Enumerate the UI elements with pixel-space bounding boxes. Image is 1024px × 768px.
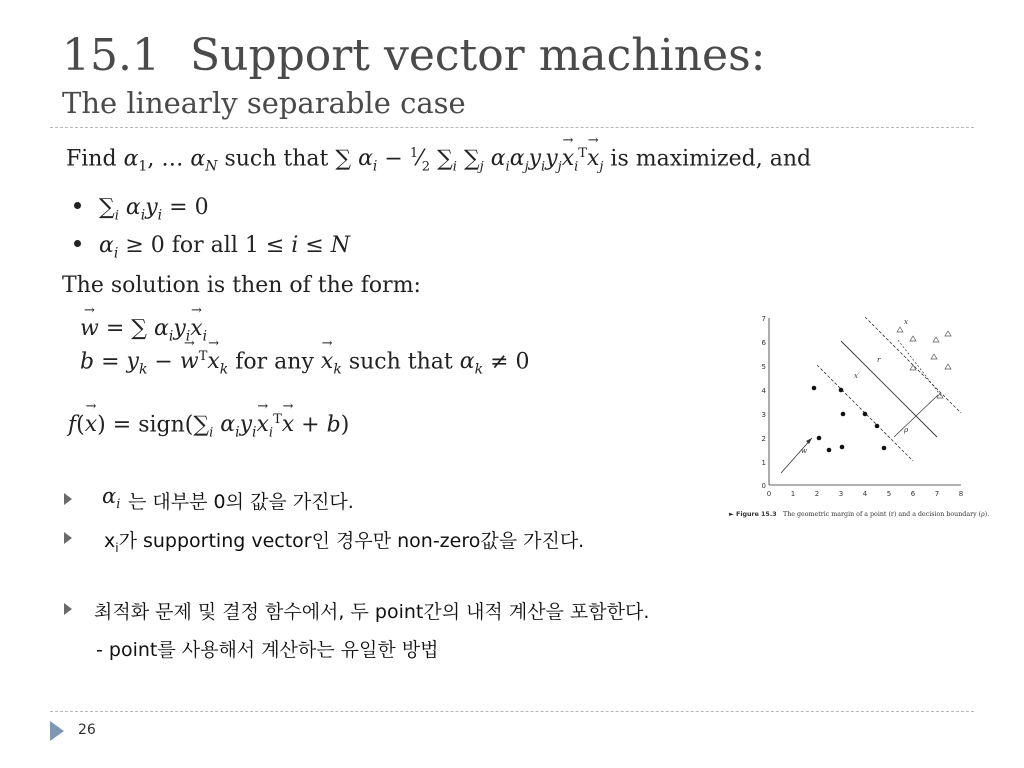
y-tick-7: 7 [761, 315, 766, 323]
math-constraint-1: $\sum_i$ $\alpha_iy_i = 0$ [74, 195, 209, 223]
bullet-3-subtext: - point를 사용해서 계산하는 유일한 방법 [96, 639, 439, 661]
class-negative-points [812, 386, 887, 453]
slide-title [62, 30, 766, 81]
alpha-symbol: $\alpha_i$ [102, 484, 121, 513]
title-divider [50, 127, 974, 128]
x-tick-6: 6 [910, 490, 916, 498]
label-xp: x′ [854, 372, 860, 380]
x-tick-2: 2 [814, 490, 820, 498]
section-number: 15.1 [62, 30, 160, 81]
w-vector [781, 438, 812, 473]
figure-caption-text: The geometric margin of a point (r) and a decision boundary (ρ). [783, 511, 990, 518]
y-tick-5: 5 [761, 363, 766, 371]
w-vector-arrowhead [806, 438, 812, 444]
footer-arrow-icon [50, 721, 64, 741]
label-rho: ρ [904, 426, 909, 434]
bullet-1-text: 는 대부분 0의 값을 가진다. [128, 491, 354, 513]
x-tick-4: 4 [862, 490, 868, 498]
y-tick-2: 2 [761, 435, 766, 443]
math-solution-label: The solution is then of the form: [62, 273, 421, 298]
x-tick-7: 7 [934, 490, 940, 498]
math-constraint-2: $\alpha_i \ge 0$ for all 1 ≤ i ≤ N [74, 233, 350, 261]
math-decision-function: $f(\to x) = sign(\sum_i$ $\alpha_iy_i\to x_i^T\to x + b$) [68, 412, 349, 441]
y-tick-4: 4 [761, 387, 766, 395]
x-tick-3: 3 [838, 490, 844, 498]
bullet-3-text: 최적화 문제 및 결정 함수에서, 두 point간의 내적 계산을 포함한다. [94, 601, 650, 623]
label-x: x [904, 318, 908, 326]
decision-boundary [841, 341, 937, 437]
margin-distance-line [898, 340, 942, 397]
y-tick-3: 3 [761, 411, 766, 419]
title-text: Support vector machines: [189, 30, 766, 81]
y-tick-0: 0 [761, 482, 766, 490]
footer-divider [50, 711, 974, 712]
bullet-arrow-icon [64, 532, 72, 544]
label-r: r [877, 356, 881, 364]
x-tick-8: 8 [958, 490, 964, 498]
class-positive-points [897, 327, 951, 398]
math-objective: Find $\alpha_1$, … $\alpha_N$ such that ∑ $\alpha_i$ − $^1⁄_2$ $\sum_i$ $\sum_j$ $\alpha_i\alpha_jy_iy_j\to x_i^T\to x_j$ is maximized, and [66, 146, 811, 175]
figure-caption-label: ► Figure 15.3 [729, 511, 777, 518]
label-w: w [801, 447, 807, 455]
bullet-arrow-icon [64, 493, 72, 505]
math-w-equation: → w = ∑ $\alpha_iy_i\to x_i$ [80, 316, 207, 344]
bullet-arrow-icon [64, 603, 72, 615]
x-tick-0: 0 [766, 490, 772, 498]
x-tick-1: 1 [790, 490, 796, 498]
math-b-equation: $b = y_k$ − → $w^T\to x_k$ for any → $x_k$ such that $\alpha_k \ne 0$ [80, 349, 530, 378]
bullet-dot [74, 240, 81, 247]
rho-arrow [894, 395, 938, 437]
x-tick-5: 5 [886, 490, 892, 498]
y-tick-6: 6 [761, 339, 766, 347]
bullet-2-text: $x_i$가 supporting vector인 경우만 non-zero값을 가진다. [104, 530, 585, 555]
slide-subtitle: The linearly separable case [62, 86, 466, 120]
bullet-dot [74, 202, 81, 209]
svm-margin-figure [728, 310, 1000, 520]
y-tick-1: 1 [761, 459, 766, 467]
page-number: 26 [78, 722, 96, 738]
